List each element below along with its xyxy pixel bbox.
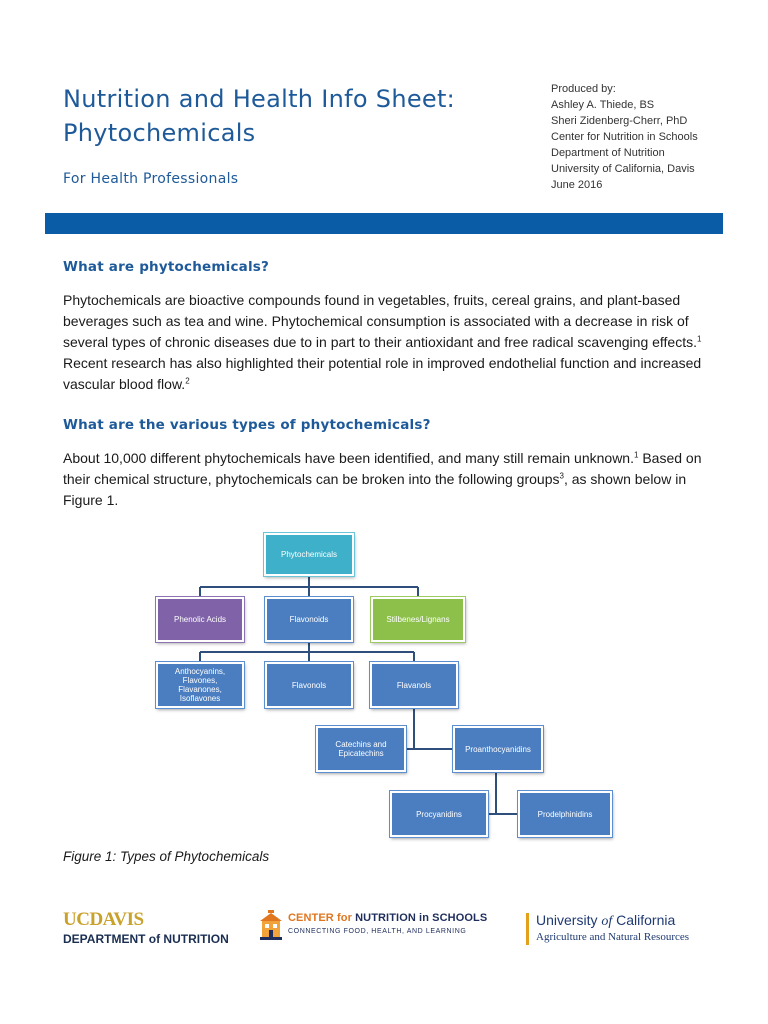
title-line-2: Phytochemicals [63,119,256,147]
header-divider-band [45,213,723,234]
schoolhouse-icon [258,908,284,944]
reference-number: 3 [559,471,564,481]
cns-tagline: CONNECTING FOOD, HEALTH, AND LEARNING [288,928,467,935]
ucanr-name-part: of [601,914,613,929]
ucdavis-wordmark: UCDAVIS [63,909,144,930]
node-prodelphinidins: Prodelphinidins [518,791,612,837]
reference-number: 1 [697,334,702,344]
uc-anr-logo [526,910,706,950]
node-phytochemicals: Phytochemicals [264,533,354,576]
phytochemicals-hierarchy-diagram [150,530,600,850]
page-title [63,82,533,150]
ucanr-name-part: University [536,912,602,928]
node-anthocyanins-group: Anthocyanins, Flavones, Flavanones, Isoflavones [156,662,244,708]
logo-accent-bar [526,913,529,945]
credit-line: Ashley A. Thiede, BS [551,99,655,111]
credit-line: University of California, Davis [551,163,695,175]
reference-number: 2 [185,376,190,386]
cns-name [288,912,487,924]
title-line-1: Nutrition and Health Info Sheet: [63,85,456,113]
department-wordmark: DEPARTMENT of NUTRITION [63,932,229,946]
section-paragraph-2 [63,448,713,511]
audience-subtitle: For Health Professionals [63,171,239,187]
cns-name-part: CENTER for [288,912,356,924]
ucanr-name [536,912,675,930]
paragraph-text: Recent research has also highlighted their potential role in improved endothelial function and increased vascular blood flow. [63,355,702,392]
paragraph-text: About 10,000 different phytochemicals have been identified, and many still remain unknown. [63,450,634,466]
paragraph-text: , as shown below in Figure 1. [63,471,687,508]
node-stilbenes-lignans: Stilbenes/Lignans [371,597,465,642]
paragraph-text: Based on their chemical structure, phytochemicals can be broken into the following groups [63,450,702,487]
node-flavanols: Flavanols [370,662,458,708]
uc-davis-nutrition-logo [63,910,243,946]
node-flavonols: Flavonols [265,662,353,708]
node-phenolic-acids: Phenolic Acids [156,597,244,642]
paragraph-text: Phytochemicals are bioactive compounds found in vegetables, fruits, cereal grains, and plant-based beverages such as tea and wine. Phytochemical consumption is associated with a decrease in risk of several types of chronic diseases due to in part to their antioxidant and free radical scavenging effects. [63,292,697,350]
section-paragraph-1 [63,290,713,395]
node-proanthocyanidins: Proanthocyanidins [453,726,543,772]
ucanr-subtitle: Agriculture and Natural Resources [536,931,690,943]
credit-line: June 2016 [551,179,603,191]
center-nutrition-schools-logo [258,908,498,948]
section-heading-what-are: What are phytochemicals? [63,259,270,275]
section-heading-types: What are the various types of phytochemicals? [63,417,431,433]
credit-line: Produced by: [551,83,616,95]
credit-line: Center for Nutrition in Schools [551,131,698,143]
node-procyanidins: Procyanidins [390,791,488,837]
credit-line: Department of Nutrition [551,147,665,159]
credits-block [551,81,751,193]
cns-name-part: NUTRITION in SCHOOLS [355,912,488,924]
node-flavonoids: Flavonoids [265,597,353,642]
ucanr-name-part: California [612,912,676,928]
figure-caption: Figure 1: Types of Phytochemicals [63,849,270,864]
reference-number: 1 [634,450,639,460]
credit-line: Sheri Zidenberg-Cherr, PhD [551,115,688,127]
node-catechins-epicatechins: Catechins and Epicatechins [316,726,406,772]
